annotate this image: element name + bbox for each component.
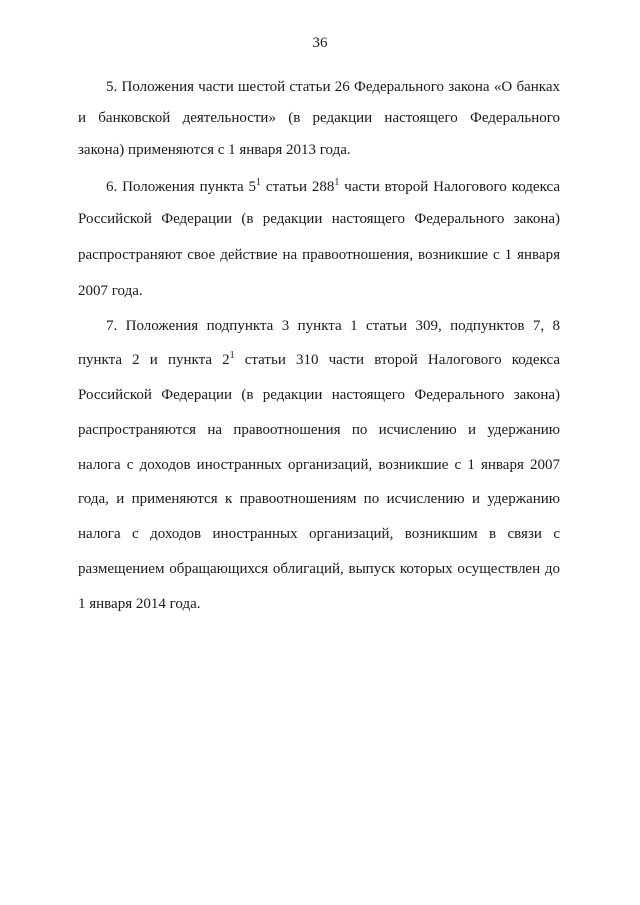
paragraph-6-text: 6. Положения пункта 5 <box>106 179 257 195</box>
paragraph-5-line: закона) применяются с 1 января 2013 года. <box>78 142 351 158</box>
paragraph-7-line: налога с доходов иностранных организаций, возникшим в связи с <box>78 526 560 542</box>
superscript: 1 <box>229 350 235 361</box>
paragraph-7-line: 7. Положения подпункта 3 пункта 1 статьи 309, подпунктов 7, 8 <box>106 318 560 334</box>
paragraph-7-line: года, и применяются к правоотношениям по исчислению и удержанию <box>78 491 560 507</box>
paragraph-7-line: распространяются на правоотношения по исчислению и удержанию <box>78 422 560 438</box>
paragraph-7-text: пункта 2 и пункта 2 <box>78 352 230 368</box>
paragraph-7-text: статьи 310 части второй Налогового кодекса <box>234 352 560 368</box>
paragraph-5-line: и банковской деятельности» (в редакции настоящего Федерального <box>78 110 560 126</box>
paragraph-5-line: 5. Положения части шестой статьи 26 Федерального закона «О банках <box>106 79 560 95</box>
page-number: 36 <box>312 35 328 51</box>
superscript: 1 <box>334 177 340 188</box>
superscript: 1 <box>256 177 262 188</box>
paragraph-6-line: распространяют свое действие на правоотношения, возникшие с 1 января <box>78 247 560 263</box>
paragraph-7-line: размещением обращающихся облигаций, выпуск которых осуществлен до <box>78 561 560 577</box>
paragraph-7-line: Российской Федерации (в редакции настоящего Федерального закона) <box>78 387 560 403</box>
paragraph-6-text: статьи 288 <box>261 179 335 195</box>
paragraph-6-text: части второй Налогового кодекса <box>339 179 560 195</box>
paragraph-6-line <box>106 177 560 197</box>
paragraph-6-line: Российской Федерации (в редакции настоящего Федерального закона) <box>78 211 560 227</box>
paragraph-6-line: 2007 года. <box>78 283 143 299</box>
paragraph-7-line: налога с доходов иностранных организаций, возникшие с 1 января 2007 <box>78 457 560 473</box>
paragraph-7-line <box>78 350 560 370</box>
paragraph-7-line: 1 января 2014 года. <box>78 596 201 612</box>
